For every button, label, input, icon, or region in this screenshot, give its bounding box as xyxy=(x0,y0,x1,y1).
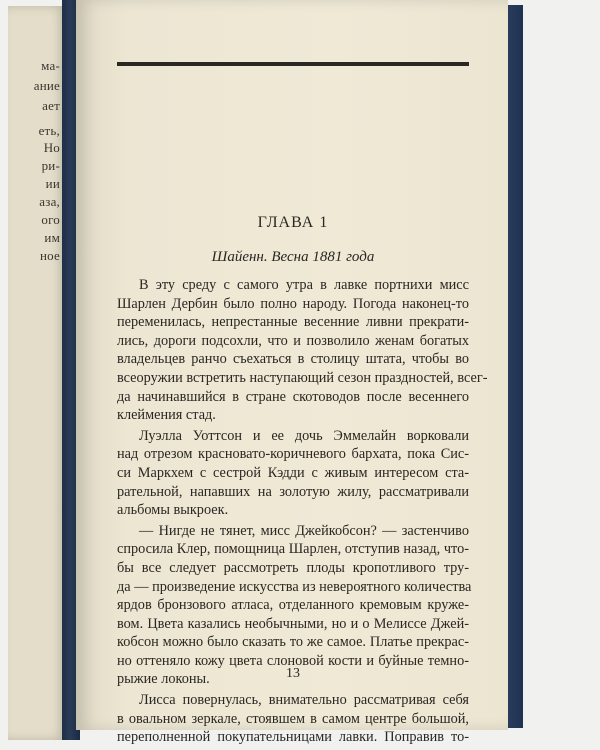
chapter-rule xyxy=(117,62,469,66)
text-line: Шарлен Дербин было полно народу. Погода наконец-то xyxy=(117,295,469,312)
text-line: да — произведение искусства из невероятного количества xyxy=(117,578,472,595)
prev-page-fragment: Но xyxy=(43,140,60,155)
text-line: рательной, напавших на золотую жилу, рассматривали xyxy=(117,483,469,500)
prev-page-fragment: ии xyxy=(45,176,60,191)
prev-page-fragment: ает xyxy=(42,98,60,113)
prev-page-fragment: ное xyxy=(40,248,60,263)
text-line: альбомы выкроек. xyxy=(117,502,229,519)
text-line: кобсон можно было сказать то же самое. Платье прекрас- xyxy=(117,634,469,651)
text-line: си Маркхем с сестрой Кэдди с живым интересом ста- xyxy=(117,464,469,481)
text-line: спросила Клер, помощница Шарлен, отступив назад, что- xyxy=(117,541,469,558)
text-line: рыжие локоны. xyxy=(117,671,210,688)
prev-page-fragment: ма- xyxy=(41,58,60,73)
prev-page-fragment: ри- xyxy=(41,158,60,173)
prev-page-fragment: аза, xyxy=(39,194,60,209)
text-line: Лисса повернулась, внимательно рассматривая себя xyxy=(139,692,469,709)
text-line: над отрезом красновато-коричневого бархата, пока Сис- xyxy=(117,446,469,463)
prev-page-fragment: ого xyxy=(41,212,60,227)
text-line: — Нигде не тянет, мисс Джейкобсон? — застенчиво xyxy=(139,522,469,539)
text-line: всеоружии встретить наступающий сезон праздностей, всег- xyxy=(117,369,488,386)
text-line: В эту среду с самого утра в лавке портнихи мисс xyxy=(139,277,469,293)
text-line: но оттеняло кожу цвета слоновой кости и буйные темно- xyxy=(117,652,469,669)
text-line: ярдов бронзового атласа, отделанного кремовым круже- xyxy=(117,597,469,614)
text-line: бы все следует рассмотреть плоды кропотливого тру- xyxy=(117,559,469,576)
text-line: лись, дороги подсохли, что и позволило женам богатых xyxy=(117,332,469,349)
text-line: переполненной покупательницами лавки. Поправив то- xyxy=(117,729,469,746)
previous-page-edge xyxy=(8,6,66,740)
prev-page-fragment: ание xyxy=(33,78,60,93)
text-line: в овальном зеркале, стоявшем в самом центре большой, xyxy=(117,710,469,727)
text-line: клеймения стад. xyxy=(117,407,216,424)
text-line: вом. Цвета казались необычными, но и о Мелиссе Джей- xyxy=(117,615,469,632)
chapter-subtitle: Шайенн. Весна 1881 года xyxy=(211,249,375,265)
prev-page-fragment: им xyxy=(44,230,60,245)
text-line: да начинавшийся в стране скотоводов после весеннего xyxy=(117,388,469,405)
page-number: 13 xyxy=(286,666,300,681)
text-line: владельцев ранчо съехаться в столицу штата, чтобы во xyxy=(117,351,469,368)
prev-page-fragment: еть, xyxy=(38,123,60,138)
text-line: Луэлла Уоттсон и ее дочь Эммелайн ворковали xyxy=(139,427,469,444)
chapter-title: ГЛАВА 1 xyxy=(257,214,329,231)
text-line: переменилась, непрестанные весенние ливни прекрати- xyxy=(117,314,469,331)
